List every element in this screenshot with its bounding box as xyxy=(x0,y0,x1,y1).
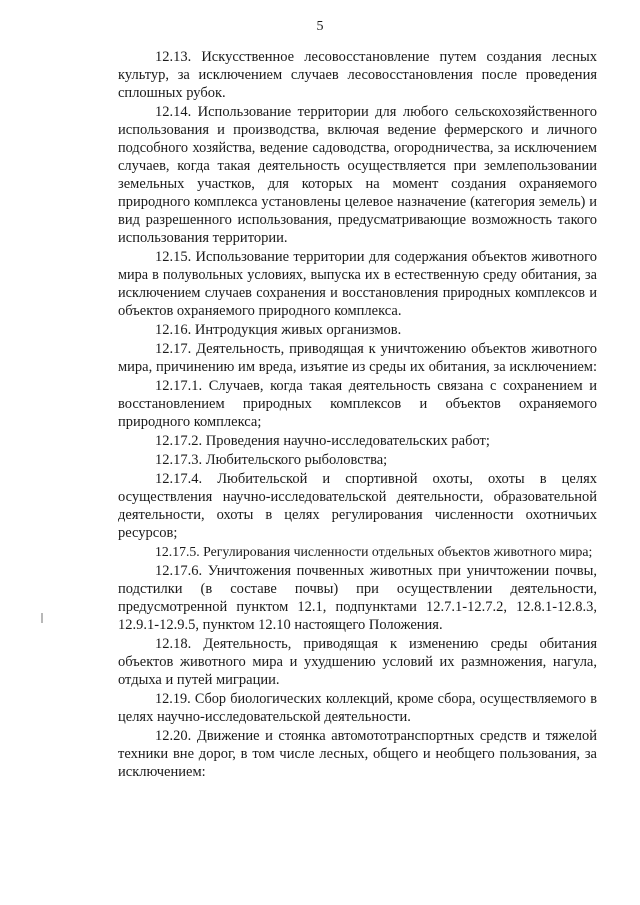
text-line: 12.17.1. Случаев, когда такая деятельность связана с сохранением и xyxy=(155,378,597,394)
text-line: 12.17.5. Регулирования численности отдельных объектов животного мира; xyxy=(155,544,593,559)
text-line: 12.18. Деятельность, приводящая к изменению среды обитания xyxy=(155,636,597,652)
text-line: исключением: xyxy=(118,764,206,780)
text-line: восстановлением природных комплексов и объектов охраняемого xyxy=(118,396,597,412)
text-line: объектов животного мира и ухудшению условий их размножения, нагула, xyxy=(118,654,597,670)
text-line: 12.17.6. Уничтожения почвенных животных при уничтожении почвы, xyxy=(155,563,597,579)
text-line: сплошных рубок. xyxy=(118,85,226,101)
text-line: природного комплекса установлены целевое назначение (категория земель) и xyxy=(118,194,597,210)
text-line: вид разрешенного использования, предусматривающие возможность такого xyxy=(118,212,597,228)
text-line: культур, за исключением случаев лесовосстановления после проведения xyxy=(118,67,597,83)
text-line: земельных участков, для которых на момент создания охраняемого xyxy=(118,176,597,192)
text-line: природного комплекса; xyxy=(118,414,262,430)
text-line: 12.16. Интродукция живых организмов. xyxy=(155,322,402,338)
text-line: 12.15. Использование территории для содержания объектов животного xyxy=(155,249,597,265)
text-line: 12.13. Искусственное лесовосстановление путем создания лесных xyxy=(155,49,597,65)
text-line: ресурсов; xyxy=(118,525,178,541)
text-line: мира в полувольных условиях, выпуска их в естественную среду обитания, за xyxy=(118,267,597,283)
text-line: деятельности, охоты в целях регулирования численности охотничьих xyxy=(118,507,597,523)
text-line: 12.20. Движение и стоянка автомототранспортных средств и тяжелой xyxy=(155,728,597,744)
text-line: использования и производства, включая ведение фермерского и личного xyxy=(118,122,597,138)
text-line: 12.17.4. Любительской и спортивной охоты, охоты в целях xyxy=(155,471,597,487)
text-line: предусмотренной пунктом 12.1, подпунктами 12.7.1-12.7.2, 12.8.1-12.8.3, xyxy=(118,599,597,615)
text-line: 12.17.3. Любительского рыболовства; xyxy=(155,452,388,468)
text-line: исключением случаев сохранения и восстановления природных комплексов и xyxy=(118,285,597,301)
text-line: подсобного хозяйства, ведение садоводства, огородничества, за исключением xyxy=(118,140,597,156)
text-line: целях научно-исследовательской деятельности. xyxy=(118,709,411,725)
text-line: отдыха и путей миграции. xyxy=(118,672,280,688)
page-number: 5 xyxy=(316,19,324,34)
text-line: подстилки (в составе почвы) при осуществлении деятельности, xyxy=(118,581,597,597)
text-line: 12.17. Деятельность, приводящая к уничтожению объектов животного xyxy=(155,341,597,357)
text-line: техники вне дорог, в том числе лесных, общего и необщего пользования, за xyxy=(118,746,597,762)
text-line: объектов охраняемого природного комплекса. xyxy=(118,303,402,319)
text-line: 12.14. Использование территории для любого сельскохозяйственного xyxy=(155,104,597,120)
text-line: 12.17.2. Проведения научно-исследовательских работ; xyxy=(155,433,490,449)
text-line: 12.9.1-12.9.5, пунктом 12.10 настоящего Положения. xyxy=(118,617,443,633)
text-line: случаев, когда такая деятельность осуществляется при землепользовании xyxy=(118,158,597,174)
text-line: мира, причинению им вреда, изъятие из среды их обитания, за исключением: xyxy=(118,359,597,375)
scan-speck xyxy=(41,613,43,623)
text-line: использования территории. xyxy=(118,230,288,246)
text-line: 12.19. Сбор биологических коллекций, кроме сбора, осуществляемого в xyxy=(155,691,597,707)
text-line: осуществления научно-исследовательской деятельности, образовательной xyxy=(118,489,597,505)
